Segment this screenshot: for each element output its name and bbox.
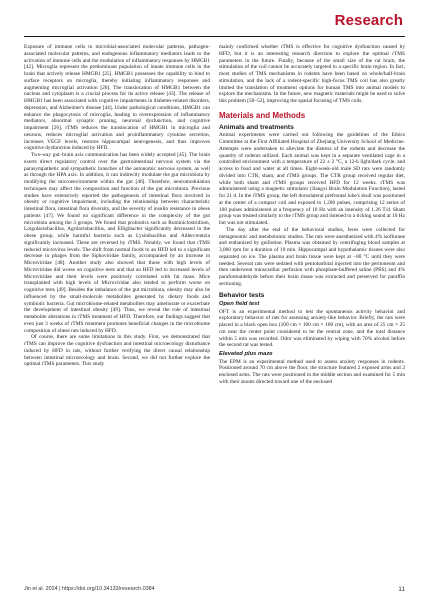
paragraph: Animal experiments were carried out following the guidelines of the Ethics Committee at the First Affiliated Hospital of Zhejiang University School of Medicine. Attempts were undertaken to alleviate the distress of the rodents and decrease the quantity of rodents utilized. Each animal was kept in a separate ventilated cage in a controlled environment with a temperature of 22 ± 2 °C, a 12-h light/dark cycle, and access to food and water at all times. Eight-week-old male SD rats were randomly divided into CTR, sham, and rTMS groups. The CTR group received regular diet, while both sham and rTMS groups received HFD for 12 weeks. rTMS was administered using a magnetic stimulator (Jiangxi Brain Modulation Function), lasted for 21 d. In the rTMS group, the left dorsolateral prefrontal lobe's skull was positioned at the center of a compact coil and exposed to 1,200 pulses, comprising 12 series of 100 pulses administered at a frequency of 10 Hz with an intensity of 1.26 T/d. Sham group was treated similarly to the rTMS group and listened to a ticking sound at 10 Hz but was not stimulated. (219, 132, 405, 226)
right-column (219, 44, 405, 386)
subsubsection-heading: Open field test (219, 301, 260, 307)
section-heading: Materials and Methods (219, 110, 306, 120)
subsection-heading: Behavior tests (219, 291, 265, 299)
paragraph: Exposure of immune cells to microbial-associated molecular patterns, pathogen-associated molecular patterns, and endogenous inflammatory mediators leads to the activation of immune cells and the modulation of inflammatory responses by HMGB1 [42]. Microglia represent the predominant population of innate immune cells in the brain that actively release HMGB1 [25]. HMGB1 possesses the capability to bind to surface receptors on microglia, thereby initiating inflammatory responses and augmenting microglial activation [26]. The translocation of HMGB1 between the nucleus and cytoplasm is a crucial process for its active release [43]. The release of HMGB1 has been associated with cognitive impairments in diabetes-related disorders, depression, and Alzheimer's disease [44]. Under pathological conditions, HMGB1 can enhance the phagocytosis of microglia, leading to overexpression of inflammatory mediators, abnormal synaptic pruning, neuronal dysfunction, and cognitive impairment [26]. rTMS reduces the translocation of HMGB1 in microglia and neurons, reduces microglial activation and proinflammatory cytokine secretion, increases VEGF levels, restores hippocampal neurogenesis, and thus improves cognitive dysfunction induced by HFD. (24, 44, 210, 152)
paragraph: The EPM is an experimental method used to assess anxiety responses in rodents. Positioned around 70 cm above the floor, the structure featured 2 exposed arms and 2 enclosed arms. The rats were positioned in the middle section and examined for 5 min with their snouts directed toward one of the enclosed (219, 358, 405, 385)
citation-text: Jin et al. 2024 | https://doi.org/10.34133/research.0384 (24, 586, 155, 592)
left-column (24, 44, 210, 368)
page-number: 11 (398, 586, 405, 593)
header-rule (24, 36, 405, 37)
paragraph: mainly confirmed whether rTMS is effective for cognitive dysfunction caused by HFD, but it is an interesting research direction to explore the optimal rTMS parameters in the future. Finally, because of the small size of the rat brain, the stimulation of the coil cannot be accurately targeted to a specific brain region. In fact, most studies of TMS mechanisms in rodents have been based on whole/half-brain stimulation, and the lack of a rodent-specific high-focus TMS coil has also greatly limited the translation of treatment options for human TMS into animal models to explore the mechanisms. In the future, new magnetic materials might be used to solve this problem [50–52], improving the spatial focusing of TMS coils. (219, 44, 405, 104)
paragraph: Of course, there are some limitations to this study. First, we demonstrated that rTMS can improve the cognitive dysfunction and intestinal microecology disturbance induced by HFD in rats, without further verifying the direct causal relationship between intestinal microecology and brain. Second, we did not further explore the optimal rTMS parameters. This study (24, 334, 210, 368)
journal-title: Research (334, 12, 403, 29)
subsection-heading: Animals and treatments (219, 123, 294, 131)
subsubsection-heading: Elevated plus maze (219, 351, 273, 357)
paragraph: OFT is an experimental method to test the spontaneous activity behavior and exploratory behavior of rats for assessing anxiety-like behavior. Briefly, the rats were placed in a black open box (100 cm × 100 cm × 100 cm), with an area of 25 cm × 25 cm near the center point considered to be the central zone, and the total distance within 5 min was recorded. Odor was eliminated by wiping with 70% alcohol before the second rat was tested. (219, 308, 405, 349)
paragraph: The day after the end of the behavioral studies, feces were collected for metagenomic and metabolomic studies. The rats were anesthetized with 4% isoflurane and euthanized by guillotine. Plasma was obtained by centrifuging blood samples at 3,000 rpm for a duration of 10 min. Hippocampal and hypothalamic tissues were also separated on ice. The plasma and brain tissue were kept at −80 °C until they were needed. Several rats were sedated with pentobarbital injected into the peritoneum and then underwent transcardiac perfusion with phosphate-buffered saline (PBS) and 4% paraformaldehyde before their brain tissue was extracted and preserved for paraffin sectioning. (219, 226, 405, 287)
paragraph: Two-way gut–brain axis communication has been widely accepted [45]. The brain exerts direct regulatory control over the gastrointestinal nervous system via the parasympathetic and sympathetic branches of the autonomic nervous system, as well as through the HPA axis. In addition, it can indirectly modulate the gut microbiota by modifying the microenvironment within the gut [46]. Therefore, neuromodulation techniques may affect the composition and function of the gut microbiota. Previous studies have extensively reported the pathogenesis of intestinal flora involved in obesity or cognitive impairment, including the relationship between characteristic intestinal flora, intestinal flora diversity, and the severity of insulin resistance in obese patients [47]. We found no significant difference in the complexity of the gut microbiota among the 3 groups. We found that probiotics such as Ruminiclostridium, Loigolactobacillus, Agrilactobacillus, and Elligibacter significantly decreased in the obese group, while harmful bacteria such as Lysinibacillus and Adlercreutzia significantly increased. These are reversed by rTMS. Notably, we found that rTMS reduced microvirus levels. The shift from normal foods to an HFD led to a significant decrease in phages from the Siphoviridae family, accompanied by an increase in Microviridae [48]. Another study also showed that those with high levels of Microviridae did worse on cognitive tests and that an HFD led to increased levels of Microviridae and their levels were positively correlated with fat mass. Mice transplanted with high levels of Microviridae also tended to perform worse on cognitive tests [49]. Besides the imbalance of the gut microbiota, obesity may also be influenced by the small-molecule metabolites generated by dietary foods and symbiotic bacteria. Gut microbiome-related metabolites may ameliorate or exacerbate the development of intestinal obesity [49]. Thus, we reveal the role of intestinal metabolite alterations in rTMS treatment of HFD. Therefore, our findings suggest that even just 3 weeks of rTMS treatment promotes beneficial changes in the microbiome composition of obese rats induced by HFD. (24, 152, 210, 334)
